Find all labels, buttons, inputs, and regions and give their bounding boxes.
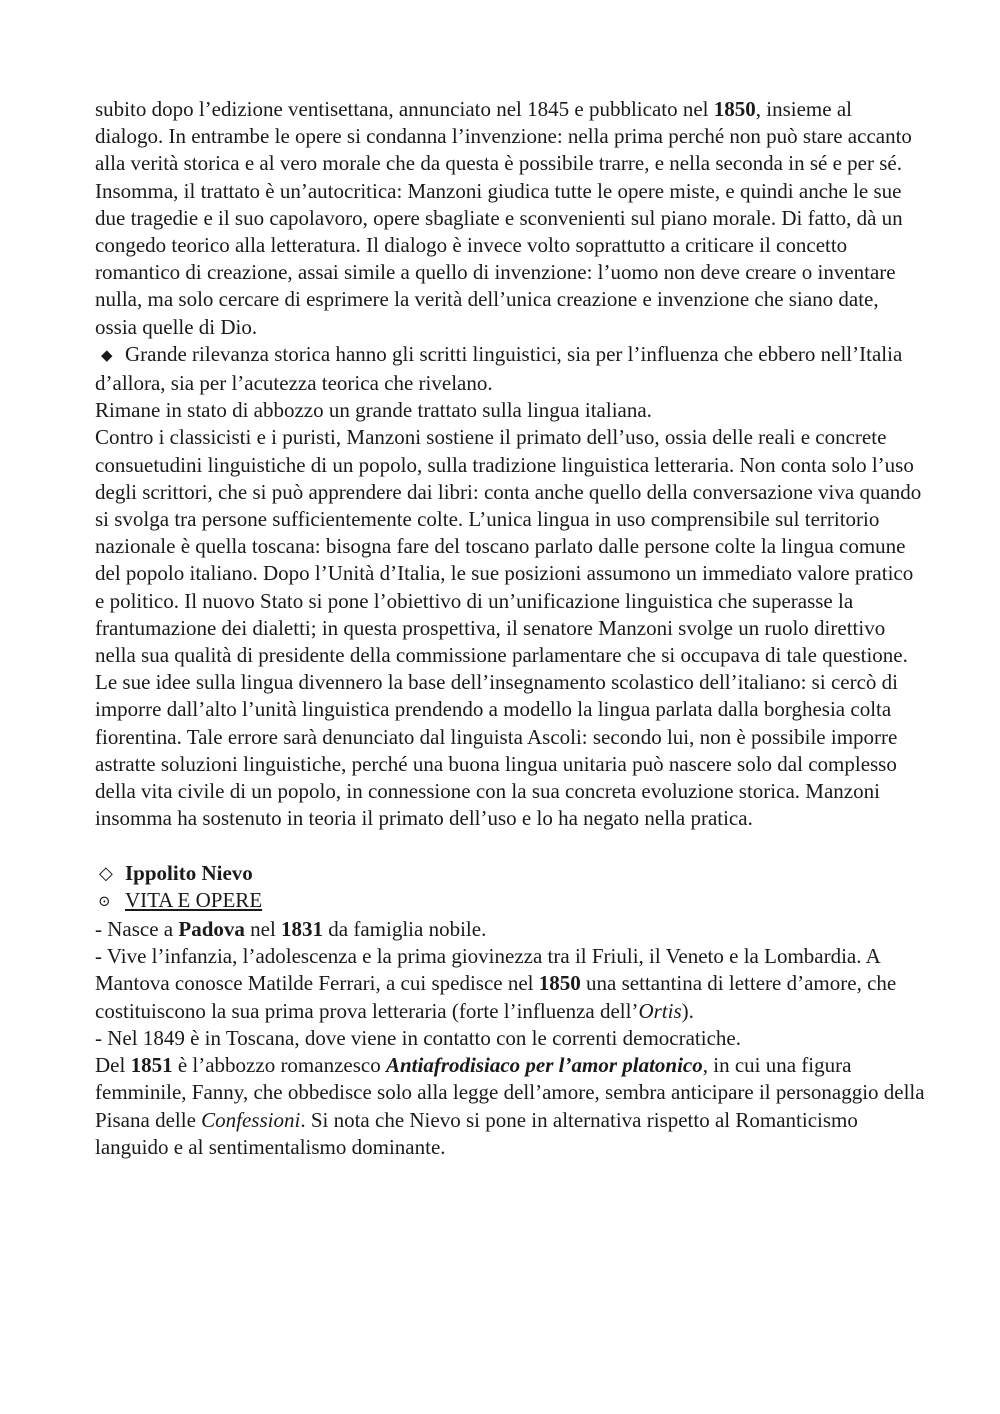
text-run: Ippolito Nievo — [125, 860, 253, 885]
text-run: Contro i classicisti e i puristi, Manzoni sostiene il primato dell’uso, ossia delle reali e concrete consuetudini linguistiche di un popolo, sulla tradizione linguistica letteraria. Non conta solo l’uso degli scrittori, che si può apprendere dai libri: conta anche quello della conversazione viva quando si svolga tra persone sufficientemente colte. L’unica lingua in uso comprensibile sul territorio nazionale è quella toscana: bisogna fare del toscano parlato dalle persone colte la lingua comune del popolo italiano. Dopo l’Unità d’Italia, le sue posizioni assumono un immediato valore pratico e politico. Il nuovo Stato si pone l’obiettivo di un’unificazione linguistica che superasse la frantumazione dei dialetti; in questa prospettiva, il senatore Manzoni svolge un ruolo direttivo nella sua qualità di presidente della commissione parlamentare che si occupava di tale questione. Le sue idee sulla lingua divennero la base dell’insegnamento scolastico dell’italiano: si cercò di imporre dall’alto l’unità linguistica prendendo a modello la lingua parlata dalla borghesia colta fiorentina. Tale errore sarà denunciato dal linguista Ascoli: secondo lui, non è possibile imporre astratte soluzioni linguistiche, perché una buona lingua unitaria può nascere solo dal complesso della vita civile di un popolo, in connessione con la sua concreta evoluzione storica. Manzoni insomma ha sostenuto in teoria il primato dell’uso e lo ha negato nella pratica. — [95, 425, 922, 831]
text-run: Antiafrodisiaco per l’amor platonico — [385, 1053, 703, 1078]
text-run: - Nel 1849 è in Toscana, dove viene in contatto con le correnti democratiche. — [95, 1025, 741, 1050]
text-run: Ortis — [638, 998, 682, 1023]
text-run: 1850 — [713, 97, 756, 121]
text-run: VITA E OPERE — [125, 887, 263, 912]
circled-dot-icon: ⊙ — [98, 893, 111, 910]
paragraph — [95, 1052, 925, 1161]
text-run: 1851 — [130, 1053, 173, 1078]
text-run: subito dopo l’edizione ventisettana, annunciato nel 1845 e pubblicato nel — [95, 97, 714, 121]
text-run: , in cui una figura femminile, Fanny, che obbedisce solo alla legge dell’amore, sembra anticipare il personaggio della Pisana delle — [95, 1053, 925, 1132]
text-run: Padova — [178, 917, 245, 942]
paragraph — [95, 1025, 925, 1052]
text-run: nel — [244, 917, 282, 942]
blank-line — [95, 832, 925, 859]
text-run: - Nasce a — [95, 917, 179, 942]
paragraph — [95, 96, 925, 341]
text-run: da famiglia nobile. — [323, 917, 487, 942]
diamond-outline-icon: ◇ — [99, 862, 113, 883]
paragraph — [95, 887, 925, 916]
text-run: Confessioni — [201, 1107, 301, 1132]
text-run: - Vive l’infanzia, l’adolescenza e la prima giovinezza tra il Friuli, il Veneto e la Lombardia. A Mantova conosce Matilde Ferrari, a cui spedisce nel — [95, 944, 880, 996]
text-run: Del — [95, 1053, 131, 1078]
paragraph — [95, 860, 925, 887]
text-run: ). — [681, 998, 694, 1023]
text-run: è l’abbozzo romanzesco — [172, 1053, 386, 1078]
document-body — [95, 96, 925, 1161]
paragraph — [95, 341, 925, 397]
diamond-filled-icon: ◆ — [101, 347, 113, 364]
text-run: una settantina di lettere d’amore, che costituiscono la sua prima prova letteraria (forte l’influenza dell’ — [95, 971, 897, 1023]
text-run: 1850 — [538, 971, 581, 996]
paragraph — [95, 943, 925, 1025]
paragraph — [95, 916, 925, 943]
text-run: 1831 — [281, 917, 324, 942]
text-run: Rimane in stato di abbozzo un grande trattato sulla lingua italiana. — [95, 398, 652, 423]
text-run: . Si nota che Nievo si pone in alternativa rispetto al Romanticismo languido e al sentimentalismo dominante. — [95, 1107, 858, 1159]
paragraph — [95, 397, 925, 424]
paragraph — [95, 424, 925, 832]
text-run: , insieme al dialogo. In entrambe le opere si condanna l’invenzione: nella prima perché non può stare accanto alla verità storica e al vero morale che da questa è possibile trarre, e nella seconda in sé e per sé. Insomma, il trattato è un’autocritica: Manzoni giudica tutte le opere miste, e quindi anche le sue due tragedie e il suo capolavoro, opere sbagliate e sconvenienti sul piano morale. Di fatto, dà un congedo teorico alla letteratura. Il dialogo è invece volto soprattutto a criticare il concetto romantico di creazione, assai simile a quello di invenzione: l’uomo non deve creare o inventare nulla, ma solo cercare di esprimere la verità dell’unica creazione e invenzione che siano date, ossia quelle di Dio. — [95, 97, 912, 339]
text-run: Grande rilevanza storica hanno gli scritti linguistici, sia per l’influenza che ebbero nell’Italia d’allora, sia per l’acutezza teorica che rivelano. — [95, 341, 903, 396]
